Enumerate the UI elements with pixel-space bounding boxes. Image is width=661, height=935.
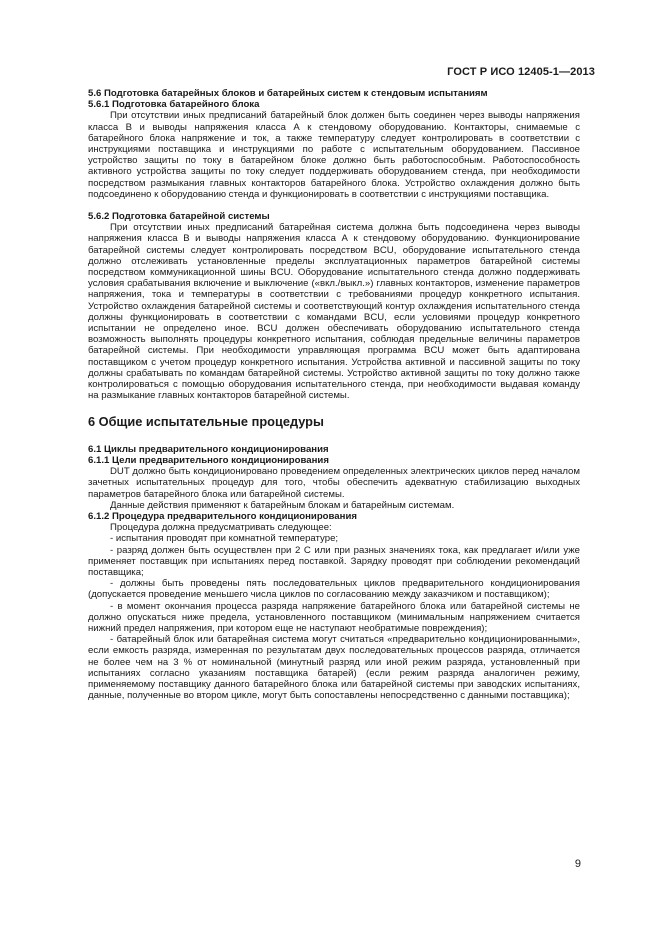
paragraph-5-6-2: При отсутствии иных предписаний батарейная система должна быть подсоединена через выводы напряжения класса В и выводы напряжения класса А к стендовому оборудованию. Функционирование батарейной системы следует контролировать посредством BCU, оборудование испытательного стенда должно отслеживать установленные пределы эксплуатационных параметров батарейной системы посредством коммуникационной шины BCU. Оборудование испытательного стенда должно поддерживать условия срабатывания включение и выключение («вкл./выкл.») главных контакторов, изменение параметров напряжения, тока и температуры в соответствии с требованиями процедур конкретного испытания. Устройство охлаждения батарейной системы и соответствующий контур охлаждения испытательного стенда должны функционировать в соответствии с командами BCU, если условиями процедур конкретного испытании не определено иное. BCU должен обеспечивать оборудованию испытательного стенда возможность выполнять процедуры конкретного испытания, соблюдая предельные величины параметров батарейной системы. При необходимости управляющая программа BCU может быть адаптирована поставщиком с учетом процедур конкретного испытания. Устройства активной и пассивной защиты по току должны срабатывать по командам батарейной системы. Устройство активной защиты по току должно также контролироваться с помощью оборудования испытательного стенда, при необходимости выдавая команду на размыкание главных контакторов батарейной системы. xyxy=(88,222,580,402)
paragraph-6-1-1-a: DUT должно быть кондиционировано проведением определенных электрических циклов перед началом зачетных испытательных процедур для того, чтобы обеспечить адекватную стабилизацию выходных параметров батарейного блока или батарейной системы. xyxy=(88,466,580,500)
section-heading-6-1-2: 6.1.2 Процедура предварительного кондиционирования xyxy=(88,510,357,522)
section-heading-5-6-1: 5.6.1 Подготовка батарейного блока xyxy=(88,99,260,111)
paragraph-5-6-1: При отсутствии иных предписаний батарейный блок должен быть соединен через выводы напряжения класса В и выводы напряжения класса А к стендовому оборудованию. Контакторы, снимаемые с батарейного блока напряжение и ток, а также температуру следует контролировать в соответствии с инструкциями поставщика и инструкциями по работе с испытательным оборудованием. Пассивное устройство защиты по току в батарейном блоке должно быть работоспособным. Работоспособность активного устройства защиты по току следует поддерживать оборудованием стенда, при необходимости посредством размыкания главных контакторов батарейного блока. Устройство охлаждения должно быть подсоединено к оборудованию стенда и функционировать в соответствии с инструкциями поставщика. xyxy=(88,110,580,200)
paragraph-6-1-2-intro: Процедура должна предусматривать следующее: xyxy=(110,522,332,534)
section-heading-5-6-2: 5.6.2 Подготовка батарейной системы xyxy=(88,211,270,223)
list-item: - испытания проводят при комнатной температуре; xyxy=(110,533,339,545)
list-item: - в момент окончания процесса разряда напряжение батарейного блока или батарейной системы не должно опускаться ниже предела, установленного поставщиком (минимальным напряжением считается нижний предел напряжения, при котором еще не наступают необратимые повреждения); xyxy=(88,600,580,634)
list-item: - разряд должен быть осуществлен при 2 С или при разных значениях тока, как предлагает и/или уже применяет поставщик при испытаниях перед поставкой. Зарядку проводят при соблюдении рекомендаций поставщика; xyxy=(88,544,580,578)
document-header: ГОСТ Р ИСО 12405-1—2013 xyxy=(447,66,595,78)
list-item: - должны быть проведены пять последовательных циклов предварительного кондиционирования (допускается проведение меньшего числа циклов по согласованию между заказчиком и поставщиком); xyxy=(88,578,580,601)
section-heading-6-1-1: 6.1.1 Цели предварительного кондиционирования xyxy=(88,454,329,466)
document-body xyxy=(88,88,580,701)
paragraph-6-1-1-b: Данные действия применяют к батарейным блокам и батарейным системам. xyxy=(110,499,455,511)
section-heading-6-1: 6.1 Циклы предварительного кондиционирования xyxy=(88,443,329,455)
spacer xyxy=(88,200,580,211)
section-heading-5-6: 5.6 Подготовка батарейных блоков и батарейных систем к стендовым испытаниям xyxy=(88,88,488,99)
list-item: - батарейный блок или батарейная система могут считаться «предварительно кондиционированными», если емкость разряда, измеренная по результатам двух последовательных процессов разряда, отличается не более чем на 3 % от номинальной (минутный разряд или иной режим разряда, установленный при испытаниях согласно указаниям поставщика батарей) (если режим разряда аналогичен режиму, применяемому поставщику данного батарейного блока или батарейной системы при заводских испытаниях, данные, полученные во втором цикле, могут быть сопоставлены непосредственно с данными поставщика); xyxy=(88,634,580,702)
page-number: 9 xyxy=(574,858,581,870)
section-title-6: 6 Общие испытательные процедуры xyxy=(88,414,324,430)
